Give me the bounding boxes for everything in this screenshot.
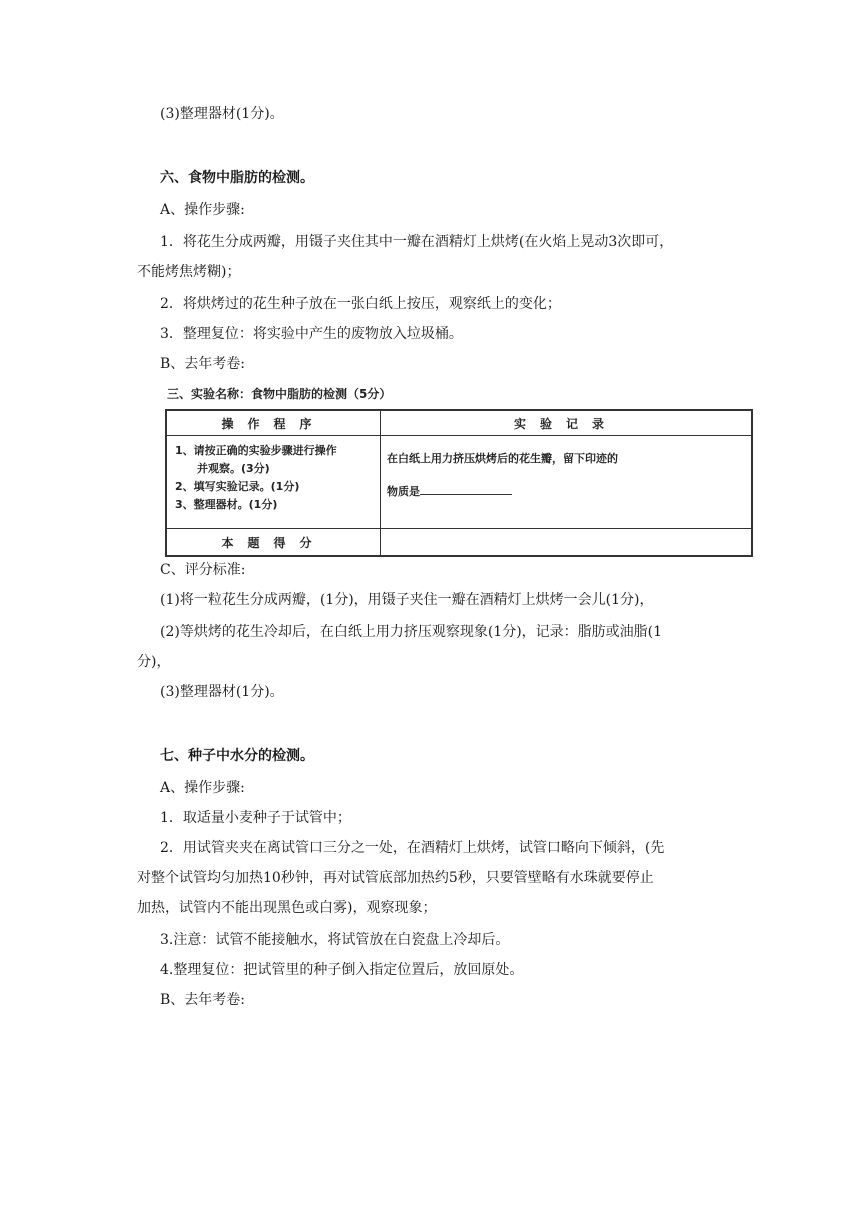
section6-step1-line2: 不能烤焦烤糊)； xyxy=(137,264,241,280)
section6-step3: 3．整理复位：将实验中产生的废物放入垃圾桶。 xyxy=(160,326,463,342)
exam-record-cell xyxy=(381,436,753,529)
section7-step4: 4.整理复位：把试管里的种子倒入指定位置后，放回原处。 xyxy=(160,962,524,978)
exam-score-label: 本题得分 xyxy=(166,529,381,557)
exam-record-prefix: 物质是 xyxy=(387,485,420,498)
section6-step1-line1: 1．将花生分成两瓣，用镊子夹住其中一瓣在酒精灯上烘烤(在火焰上晃动3次即可， xyxy=(160,234,674,250)
exam-table xyxy=(165,409,753,557)
section7-step2-line3: 加热，试管内不能出现黑色或白雾)，观察现象； xyxy=(137,900,437,916)
section6-c2-line2: 分)， xyxy=(137,654,171,670)
section6-a-label: A、操作步骤: xyxy=(160,202,245,218)
exam-record-line2 xyxy=(387,482,743,501)
section6-c-label: C、评分标准: xyxy=(160,562,246,578)
exam-col-record: 实验记录 xyxy=(381,410,753,436)
exam-col-procedure: 操作程序 xyxy=(166,410,381,436)
section5-item3: (3)整理器材(1分)。 xyxy=(160,106,284,122)
exam-step3: 3、整理器材。(1分) xyxy=(175,498,278,511)
exam-record-line1: 在白纸上用力挤压烘烤后的花生瓣，留下印迹的 xyxy=(387,452,618,465)
section7-step2-line2: 对整个试管均匀加热10秒钟，再对试管底部加热约5秒，只要管壁略有水珠就要停止 xyxy=(137,870,654,886)
exam-step1-line2: 并观察。(3分) xyxy=(197,462,270,475)
section6-heading: 六、食物中脂肪的检测。 xyxy=(160,170,314,186)
exam-step2: 2、填写实验记录。(1分) xyxy=(175,480,300,493)
section6-step2: 2．将烘烤过的花生种子放在一张白纸上按压，观察纸上的变化； xyxy=(160,296,561,312)
section7-step1: 1．取适量小麦种子于试管中； xyxy=(160,810,351,826)
section7-step3: 3.注意：试管不能接触水，将试管放在白瓷盘上冷却后。 xyxy=(160,932,510,948)
section7-b-label: B、去年考卷: xyxy=(160,992,246,1008)
exam-sheet-image xyxy=(165,385,755,557)
exam-score-value xyxy=(381,529,753,557)
exam-step1-line1: 1、请按正确的实验步骤进行操作 xyxy=(175,444,337,457)
section6-c2-line1: (2)等烘烤的花生冷却后，在白纸上用力挤压观察现象(1分)，记录：脂肪或油脂(1 xyxy=(160,624,663,640)
exam-procedure-cell xyxy=(166,436,381,529)
section7-heading: 七、种子中水分的检测。 xyxy=(160,748,314,764)
section6-b-label: B、去年考卷: xyxy=(160,356,246,372)
section7-a-label: A、操作步骤: xyxy=(160,780,245,796)
section6-c1: (1)将一粒花生分成两瓣，(1分)，用镊子夹住一瓣在酒精灯上烘烤一会儿(1分)， xyxy=(160,592,654,608)
exam-title: 三、实验名称：食物中脂肪的检测（5分） xyxy=(167,387,392,401)
exam-answer-blank xyxy=(420,482,512,495)
section7-step2-line1: 2．用试管夹夹在离试管口三分之一处，在酒精灯上烘烤，试管口略向下倾斜，(先 xyxy=(160,840,665,856)
section6-c3: (3)整理器材(1分)。 xyxy=(160,684,284,700)
